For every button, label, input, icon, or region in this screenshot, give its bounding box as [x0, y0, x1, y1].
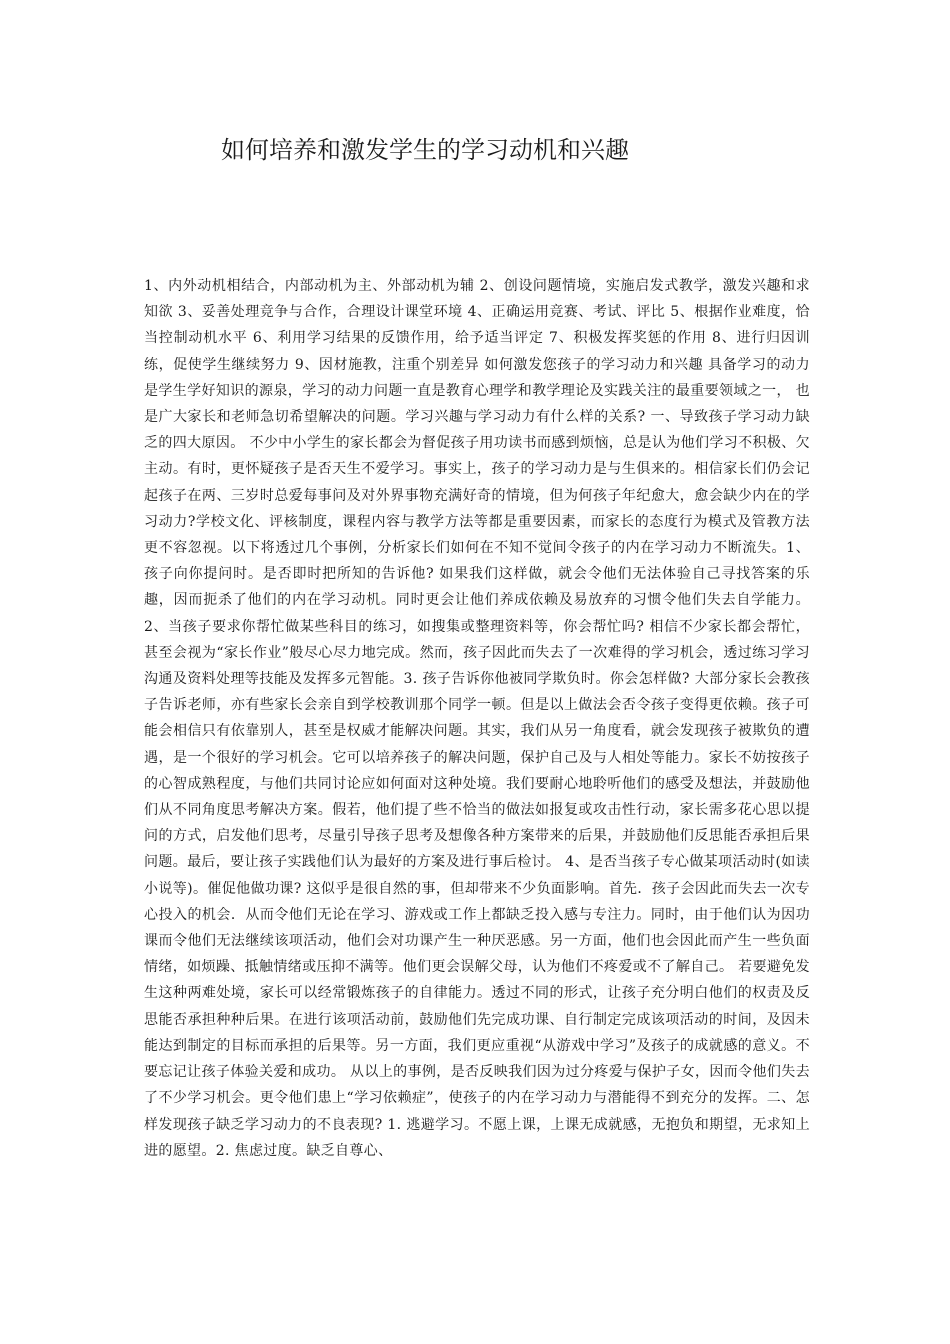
document-title: 如何培养和激发学生的学习动机和兴趣 — [221, 136, 629, 164]
document-body-paragraph: 1、内外动机相结合，内部动机为主、外部动机为辅 2、创设问题情境，实施启发式教学，激发兴趣和求知欲 3、妥善处理竞争与合作，合理设计课堂环境 4、正确运用竞赛、考试、评比 5、根据作业难度，恰当控制动机水平 6、利用学习结果的反馈作用，给予适当评定 7、积极发挥奖惩的作用 8、进行归因训练，促使学生继续努力 9、因材施教，注重个别差异 如何激发您孩子的学习动力和兴趣 具备学习的动力是学生学好知识的源泉，学习的动力问题一直是教育心理学和教学理论及实践关注的最重要领域之一， 也是广大家长和老师急切希望解决的问题。学习兴趣与学习动力有什么样的关系? 一、导致孩子学习动力缺乏的四大原因。 不少中小学生的家长都会为督促孩子用功读书而感到烦恼，总是认为他们学习不积极、欠主动。有时，更怀疑孩子是否天生不爱学习。事实上，孩子的学习动力是与生俱来的。相信家长们仍会记起孩子在两、三岁时总爱每事问及对外界事物充满好奇的情境，但为何孩子年纪愈大，愈会缺少内在的学习动力?学校文化、评核制度，课程内容与教学方法等都是重要因素，而家长的态度行为模式及管教方法更不容忽视。以下将透过几个事例，分析家长们如何在不知不觉间令孩子的内在学习动力不断流失。1、孩子向你提问时。是否即时把所知的告诉他? 如果我们这样做，就会令他们无法体验自己寻找答案的乐趣，因而扼杀了他们的内在学习动机。同时更会让他们养成依赖及易放弃的习惯令他们失去自学能力。 2、当孩子要求你帮忙做某些科目的练习，如搜集或整理资料等，你会帮忙吗? 相信不少家长都会帮忙，甚至会视为“家长作业”般尽心尽力地完成。然而，孩子因此而失去了一次难得的学习机会，透过练习学习沟通及资料处理等技能及发挥多元智能。3. 孩子告诉你他被同学欺负时。你会怎样做? 大部分家长会教孩子告诉老师，亦有些家长会亲自到学校教训那个同学一顿。但是以上做法会否令孩子变得更依赖。孩子可能会相信只有依靠别人，甚至是权威才能解决问题。其实，我们从另一角度看，就会发现孩子被欺负的遭遇，是一个很好的学习机会。它可以培养孩子的解决问题，保护自己及与人相处等能力。家长不妨按孩子的心智成熟程度，与他们共同讨论应如何面对这种处境。我们要耐心地聆听他们的感受及想法，并鼓励他们从不同角度思考解决方案。假若，他们提了些不恰当的做法如报复或攻击性行动，家长需多花心思以提问的方式，启发他们思考，尽量引导孩子思考及想像各种方案带来的后果，并鼓励他们反思能否承担后果问题。最后，要让孩子实践他们认为最好的方案及进行事后检讨。 4、是否当孩子专心做某项活动时(如读小说等)。催促他做功课? 这似乎是很自然的事，但却带来不少负面影响。首先．孩子会因此而失去一次专心投入的机会．从而令他们无论在学习、游戏或工作上都缺乏投入感与专注力。同时，由于他们认为因功课而令他们无法继续该项活动，他们会对功课产生一种厌恶感。另一方面，他们也会因此而产生一些负面情绪，如烦躁、抵触情绪或压抑不满等。他们更会误解父母，认为他们不疼爱或不了解自己。 若要避免发生这种两难处境，家长可以经常锻炼孩子的自律能力。透过不同的形式，让孩子充分明白他们的权责及反思能否承担种种后果。在进行该项活动前，鼓励他们先完成功课、自行制定完成该项活动的时间，及因未能达到制定的目标而承担的后果等。另一方面，我们更应重视“从游戏中学习”及孩子的成就感的意义。不要忘记让孩子体验关爱和成功。 从以上的事例，是否反映我们因为过分疼爱与保护子女，因而令他们失去了不少学习机会。更令他们患上“学习依赖症”，使孩子的内在学习动力与潜能得不到充分的发挥。二、怎样发现孩子缺乏学习动力的不良表现? 1. 逃避学习。不愿上课，上课无成就感，无抱负和期望，无求知上进的愿望。2. 焦虑过度。缺乏自尊心、 — [144, 278, 810, 1159]
